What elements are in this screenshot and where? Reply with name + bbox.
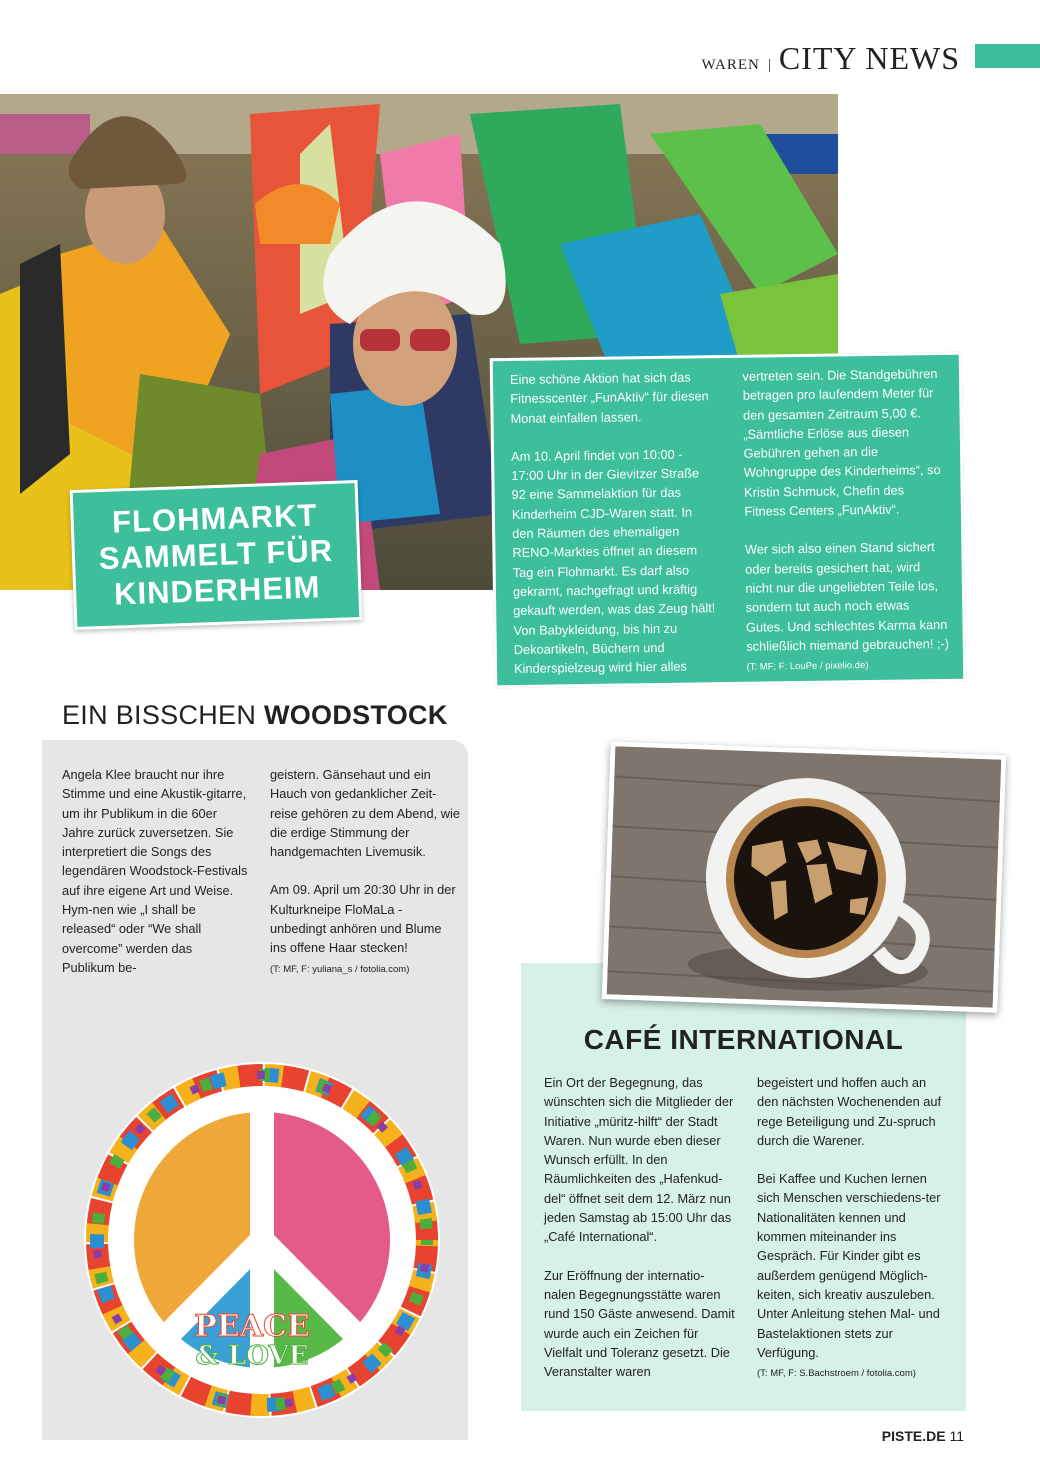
woodstock-paragraph <box>270 880 460 978</box>
cafe-column-2 <box>757 1073 948 1383</box>
section-label: WAREN <box>701 57 760 73</box>
flohmarkt-paragraph <box>745 537 951 677</box>
cafe-paragraph: begeistert und hoffen auch an den nächsten Wochenenden auf rege Beteiligung und Zu-spruch durch die Warener. <box>757 1075 942 1148</box>
cafe-photo-credit: (T: MF, F: S.Bachstroem / fotolia.com) <box>757 1368 916 1380</box>
woodstock-column-1 <box>62 765 248 979</box>
peace-artwork-text-peace: PEACE <box>194 1309 310 1344</box>
header-separator: | <box>767 57 771 73</box>
flohmarkt-column-1 <box>510 367 719 677</box>
flohmarkt-paragraph: Am 10. April findet von 10:00 - 17:00 Uhr in der Gievitzer Straße 92 eine Sammelaktion für das Kinderheim CJD-Waren statt. In den Räumen des ehemaligen RENO-Marktes öffnet an diesem Tag ein Flohmarkt. Es darf also gekramt, nachgefragt und kräftig gekauft werden, was das Zeug hält! Von Babykleidung, bis hin zu Dekoartikeln, Büchern und Kinderspielzeug wird hier alles <box>510 446 716 677</box>
page-number: 11 <box>949 1428 964 1444</box>
flohmarkt-title-line-1: FLOHMARKT <box>111 497 318 540</box>
flohmarkt-title <box>70 480 363 630</box>
woodstock-photo-credit: (T: MF, F: yuliana_s / fotolia.com) <box>270 963 410 975</box>
woodstock-heading <box>62 700 448 731</box>
header-accent-bar <box>975 44 1040 68</box>
cafe-paragraph-text: Bei Kaffee und Kuchen lernen sich Menschen verschiedens-ter Nationalitäten kennen und kommen miteinander ins Gespräch. Für Kinder gibt es außerdem genügend Möglich-keiten, sich kreativ auszuleben. Unter Anleitung stehen Mal- und Bastelaktionen stets zur Verfügung. <box>757 1171 941 1360</box>
flohmarkt-paragraph-text: Wer sich also einen Stand sichert oder bereits gesichert hat, wird nicht nur die ungeliebten Teile los, sondern tut auch noch etwas Gutes. Und schlechtes Karma kann schließlich niemand gebrauchen! ;-) <box>744 539 950 654</box>
page-footer <box>882 1428 964 1444</box>
woodstock-column-2 <box>270 765 460 979</box>
flohmarkt-photo-credit: (T: MF; F: LouPe / pixelio.de) <box>746 660 869 673</box>
section-header <box>702 40 960 74</box>
woodstock-article <box>62 765 462 979</box>
coffee-photo <box>602 741 1007 1013</box>
peace-artwork-text-love: & LOVE <box>195 1341 309 1371</box>
flohmarkt-title-line-2: SAMMELT FÜR <box>98 532 334 577</box>
cafe-paragraph: Ein Ort der Begegnung, das wünschten sich die Mitglieder der Initiative „müritz-hilft“ der Stadt Waren. Nun wurde eben dieser Wunsch erfüllt. In den Räumlichkeiten des „Hafenkud-del“ öffnet seit dem 12. März nun jeden Samstag ab 15:00 Uhr das „Café International“. <box>544 1075 734 1245</box>
woodstock-paragraph-text: Am 09. April um 20:30 Uhr in der Kulturkneipe FloMaLa - unbedingt anhören und Blume ins offene Haar stecken! <box>270 882 456 956</box>
section-title: CITY NEWS <box>778 40 960 76</box>
woodstock-heading-light: EIN BISSCHEN <box>62 700 264 730</box>
flohmarkt-column-2 <box>742 364 951 674</box>
cafe-paragraph <box>757 1169 948 1383</box>
footer-site: PISTE.DE <box>881 1428 946 1444</box>
peace-sign-artwork <box>62 1000 482 1420</box>
flohmarkt-paragraph: vertreten sein. Die Standgebühren betragen pro laufendem Meter für den gesamten Zeitraum 5,00 €. „Sämtliche Erlöse aus diesen Gebühren gehen an die Wohngruppe des Kinderheims“, so Kristin Schmuck, Chefin des Fitness Centers „FunAktiv“. <box>742 366 941 519</box>
cafe-column-1 <box>544 1073 735 1383</box>
flohmarkt-paragraph: Eine schöne Aktion hat sich das Fitnesscenter „FunAktiv“ für diesen Monat einfallen lassen. <box>509 369 709 426</box>
woodstock-paragraph: geistern. Gänsehaut und ein Hauch von gedanklicher Zeit-reise gehören zu dem Abend, wie die erdige Stimmung der handgemachten Livemusik. <box>270 767 460 860</box>
woodstock-paragraph: Angela Klee braucht nur ihre Stimme und eine Akustik-gitarre, um ihr Publikum in die 60er Jahre zurück zuversetzen. Sie interpretiert die Songs des legendären Woodstock-Festivals auf ihre eigene Art und Weise. Hym-nen wie „I shall be released“ oder “We shall overcome” werden das Publikum be- <box>62 767 248 975</box>
cafe-article <box>544 1073 948 1383</box>
cafe-title: CAFÉ INTERNATIONAL <box>583 1024 904 1055</box>
flohmarkt-title-line-3: KINDERHEIM <box>113 569 321 612</box>
cafe-paragraph: Zur Eröffnung der internatio-nalen Begegnungsstätte waren rund 150 Gäste anwesend. Damit wurde auch ein Zeichen für Vielfalt und Toleranz gesetzt. Die Veranstalter waren <box>544 1267 735 1380</box>
flohmarkt-article <box>490 352 967 689</box>
woodstock-heading-bold: WOODSTOCK <box>263 700 448 730</box>
